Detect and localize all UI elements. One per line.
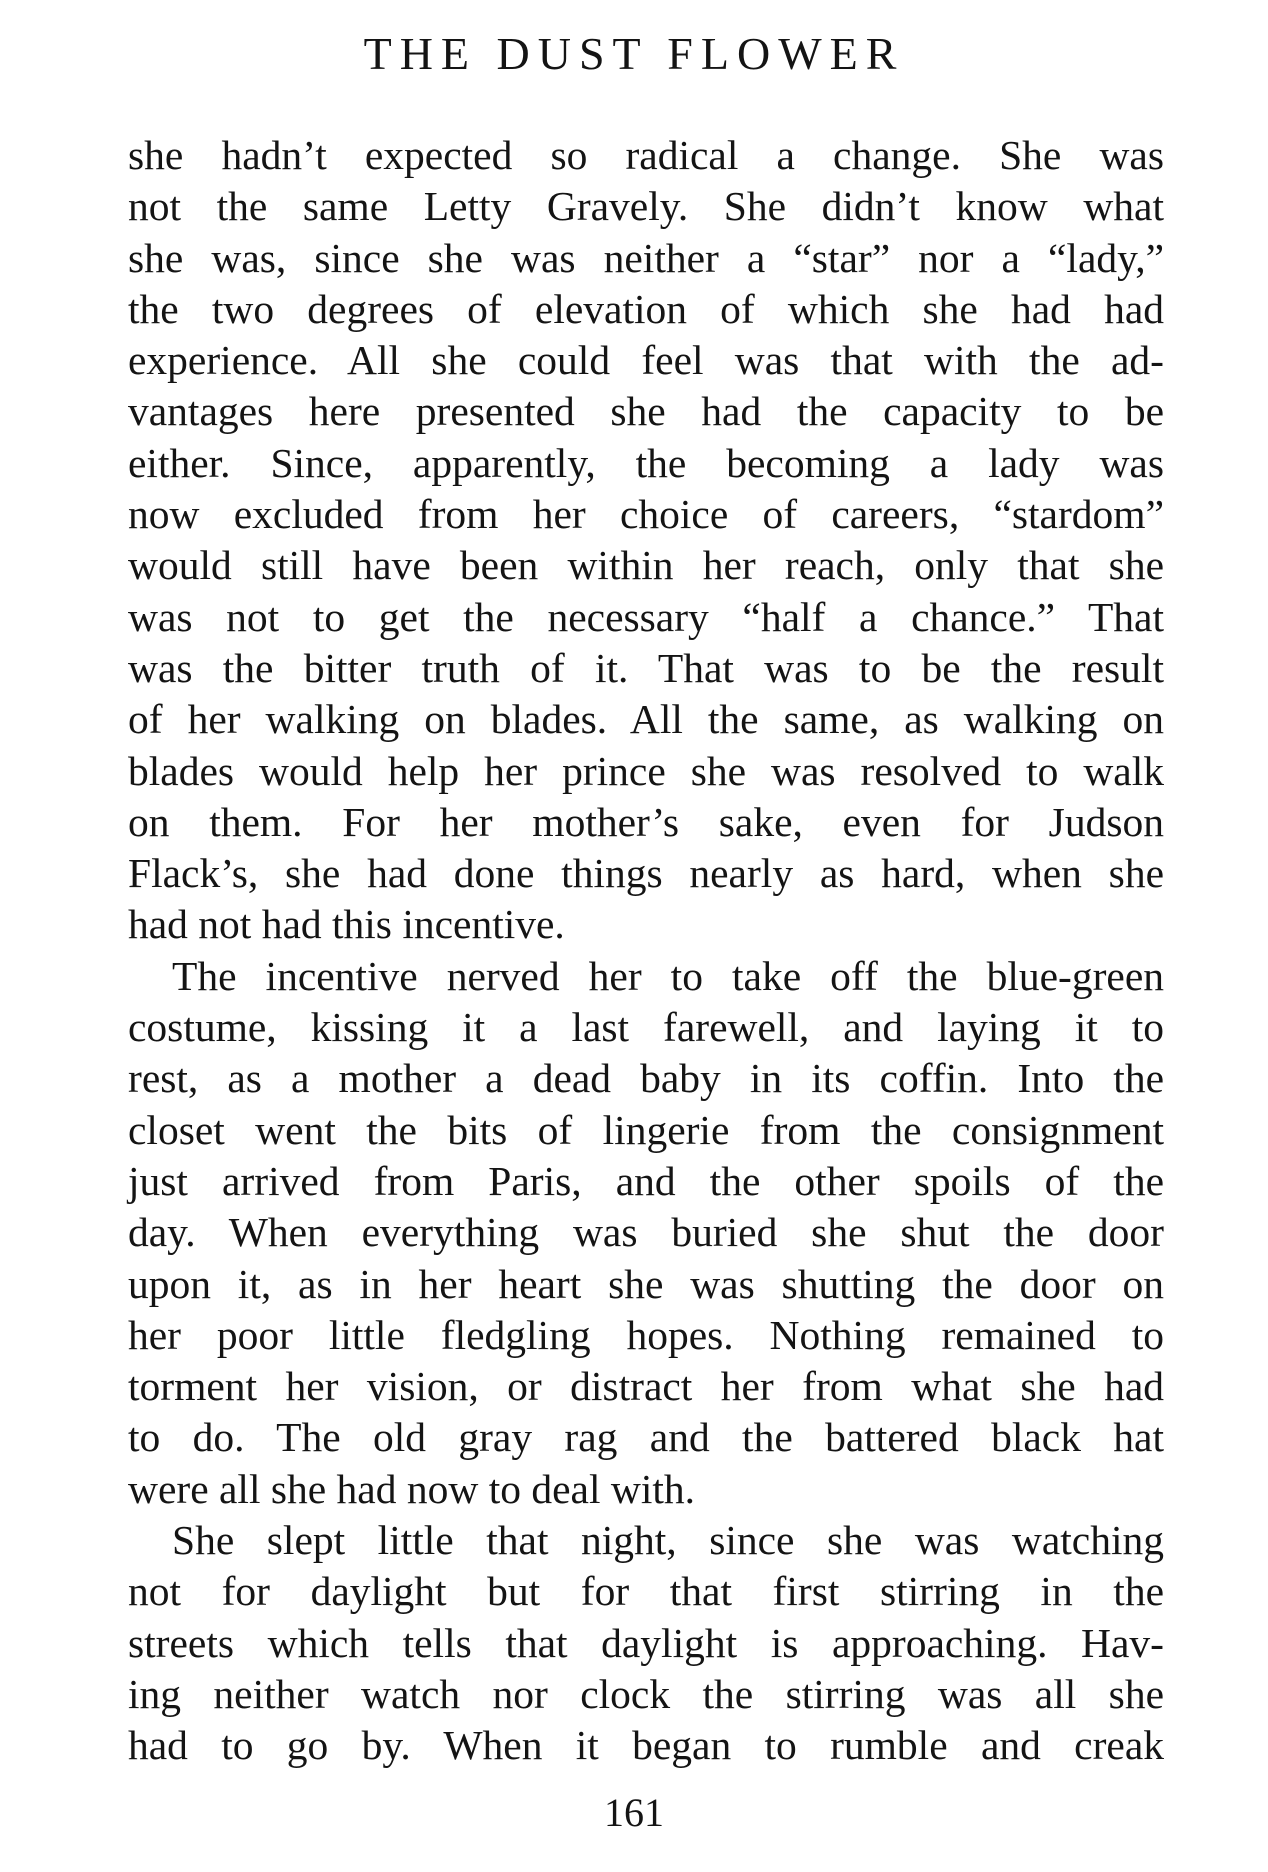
paragraph-3 [128,1515,1164,1771]
text-line: not the same Letty Gravely. She didn’t know what [128,183,1164,230]
text-line: not for daylight but for that first stirring in the [128,1568,1164,1615]
text-line: vantages here presented she had the capacity to be [128,388,1164,435]
paragraph-2 [128,951,1164,1515]
text-line: just arrived from Paris, and the other spoils of the [128,1157,1164,1204]
text-line: the two degrees of elevation of which she had had [128,285,1164,332]
paragraph-1 [128,130,1164,951]
text-line: She slept little that night, since she was watching [172,1517,1164,1564]
text-line: she was, since she was neither a “star” nor a “lady,” [128,234,1164,281]
text-line: blades would help her prince she was resolved to walk [128,747,1164,794]
text-line: were all she had now to deal with. [128,1465,695,1512]
page-number: 161 [604,1790,664,1835]
text-line: of her walking on blades. All the same, as walking on [128,696,1164,743]
text-line: upon it, as in her heart she was shutting the door on [128,1260,1164,1307]
text-line: was not to get the necessary “half a chance.” That [128,593,1164,640]
text-line: streets which tells that daylight is approaching. Hav- [128,1619,1164,1666]
text-line: now excluded from her choice of careers, “stardom” [128,491,1164,538]
text-line: The incentive nerved her to take off the blue-green [172,952,1164,999]
text-line: experience. All she could feel was that with the ad- [128,337,1164,384]
text-line: closet went the bits of lingerie from the consignment [128,1106,1164,1153]
text-line: costume, kissing it a last farewell, and laying it to [128,1004,1164,1051]
text-line: had to go by. When it began to rumble and creak [128,1722,1164,1769]
text-line: rest, as a mother a dead baby in its coffin. Into the [128,1055,1164,1102]
text-line: was the bitter truth of it. That was to be the result [128,644,1164,691]
text-line: torment her vision, or distract her from what she had [128,1363,1164,1410]
text-line: had not had this incentive. [128,901,565,948]
running-head: THE DUST FLOWER [363,28,905,79]
text-line: ing neither watch nor clock the stirring was all she [128,1670,1164,1717]
text-line: to do. The old gray rag and the battered black hat [128,1414,1164,1461]
text-line: day. When everything was buried she shut the door [128,1209,1164,1256]
text-line: on them. For her mother’s sake, even for Judson [128,798,1164,845]
text-line: either. Since, apparently, the becoming a lady was [128,439,1164,486]
text-line: she hadn’t expected so radical a change. She was [128,132,1164,178]
text-line: Flack’s, she had done things nearly as hard, when she [128,850,1164,897]
text-line: would still have been within her reach, only that she [128,542,1164,589]
text-line: her poor little fledgling hopes. Nothing remained to [128,1311,1164,1358]
body-text [128,130,1164,1772]
